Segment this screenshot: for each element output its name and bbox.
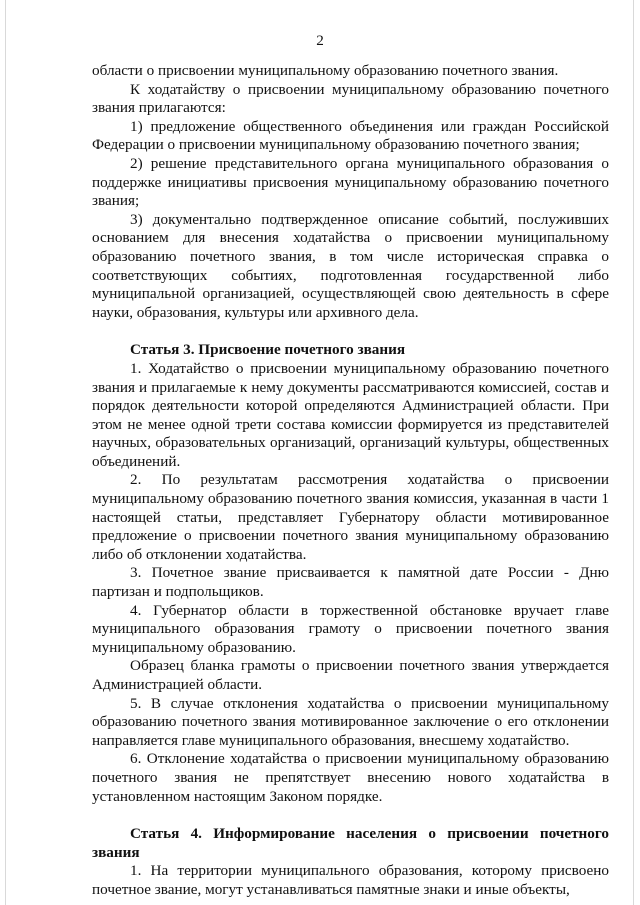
article-4-heading: Статья 4. Информирование населения о присвоении почетного звания <box>92 825 609 861</box>
paragraph-continuation: области о присвоении муниципальному образованию почетного звания. <box>92 62 559 79</box>
list-item-3: 3) документально подтвержденное описание событий, послуживших основанием для внесения ходатайства о присвоении муниципальному образованию почетного звания, в том числе историческая справка о соответствующих событиях, подготовленная государственной либо муниципальной организацией, осуществляющей свою деятельность в сфере науки, образования, культуры или архивного дела. <box>92 210 609 321</box>
page-number: 2 <box>316 32 324 49</box>
list-item-2: 2) решение представительного органа муниципального образования о поддержке инициативы присвоения муниципальному образованию почетного звания; <box>92 154 609 210</box>
article-3-part-4: 4. Губернатор области в торжественной обстановке вручает главе муниципального образования грамоту о присвоении почетного звания муниципальному образованию. <box>92 601 609 656</box>
article-3-part-1: 1. Ходатайство о присвоении муниципальному образованию почетного звания и прилагаемые к нему документы рассматриваются комиссией, состав и порядок деятельности которой определяются Администрацией области. При этом не менее одной трети состава комиссии формируется из представителей научных, образовательных организаций, организаций культуры, общественных объединений. <box>92 359 609 470</box>
article-3-heading: Статья 3. Присвоение почетного звания <box>130 341 406 359</box>
article-3-part-2: 2. По результатам рассмотрения ходатайства о присвоении муниципальному образованию почетного звания комиссия, указанная в части 1 настоящей статьи, представляет Губернатору области мотивированное предложение о присвоении почетного звания муниципальному образованию либо об отклонении ходатайства. <box>92 471 609 563</box>
article-3-template-note: Образец бланка грамоты о присвоении почетного звания утверждается Администрацией области. <box>92 657 609 693</box>
article-4-part-1: 1. На территории муниципального образования, которому присвоено почетное звание, могут устанавливаться памятные знаки и иные объекты, <box>92 862 609 898</box>
article-3-part-6: 6. Отклонение ходатайства о присвоении муниципальному образованию почетного звания не препятствует внесению нового ходатайства в установленном настоящим Законом порядке. <box>92 750 609 805</box>
article-3-part-3: 3. Почетное звание присваивается к памятной дате России - Дню партизан и подпольщиков. <box>92 564 609 601</box>
scan-edge-left <box>5 0 6 905</box>
scan-edge-right <box>633 0 634 905</box>
list-item-1: 1) предложение общественного объединения или граждан Российской Федерации о присвоении муниципальному образованию почетного звания; <box>92 117 609 154</box>
paragraph-attachments-intro: К ходатайству о присвоении муниципальному образованию почетного звания прилагаются: <box>92 80 609 117</box>
body-text <box>92 62 609 900</box>
article-3-part-5: 5. В случае отклонения ходатайства о присвоении муниципальному образованию почетного звания мотивированное заключение о его отклонении направляется главе муниципального образования, внесшему ходатайство. <box>92 694 609 749</box>
